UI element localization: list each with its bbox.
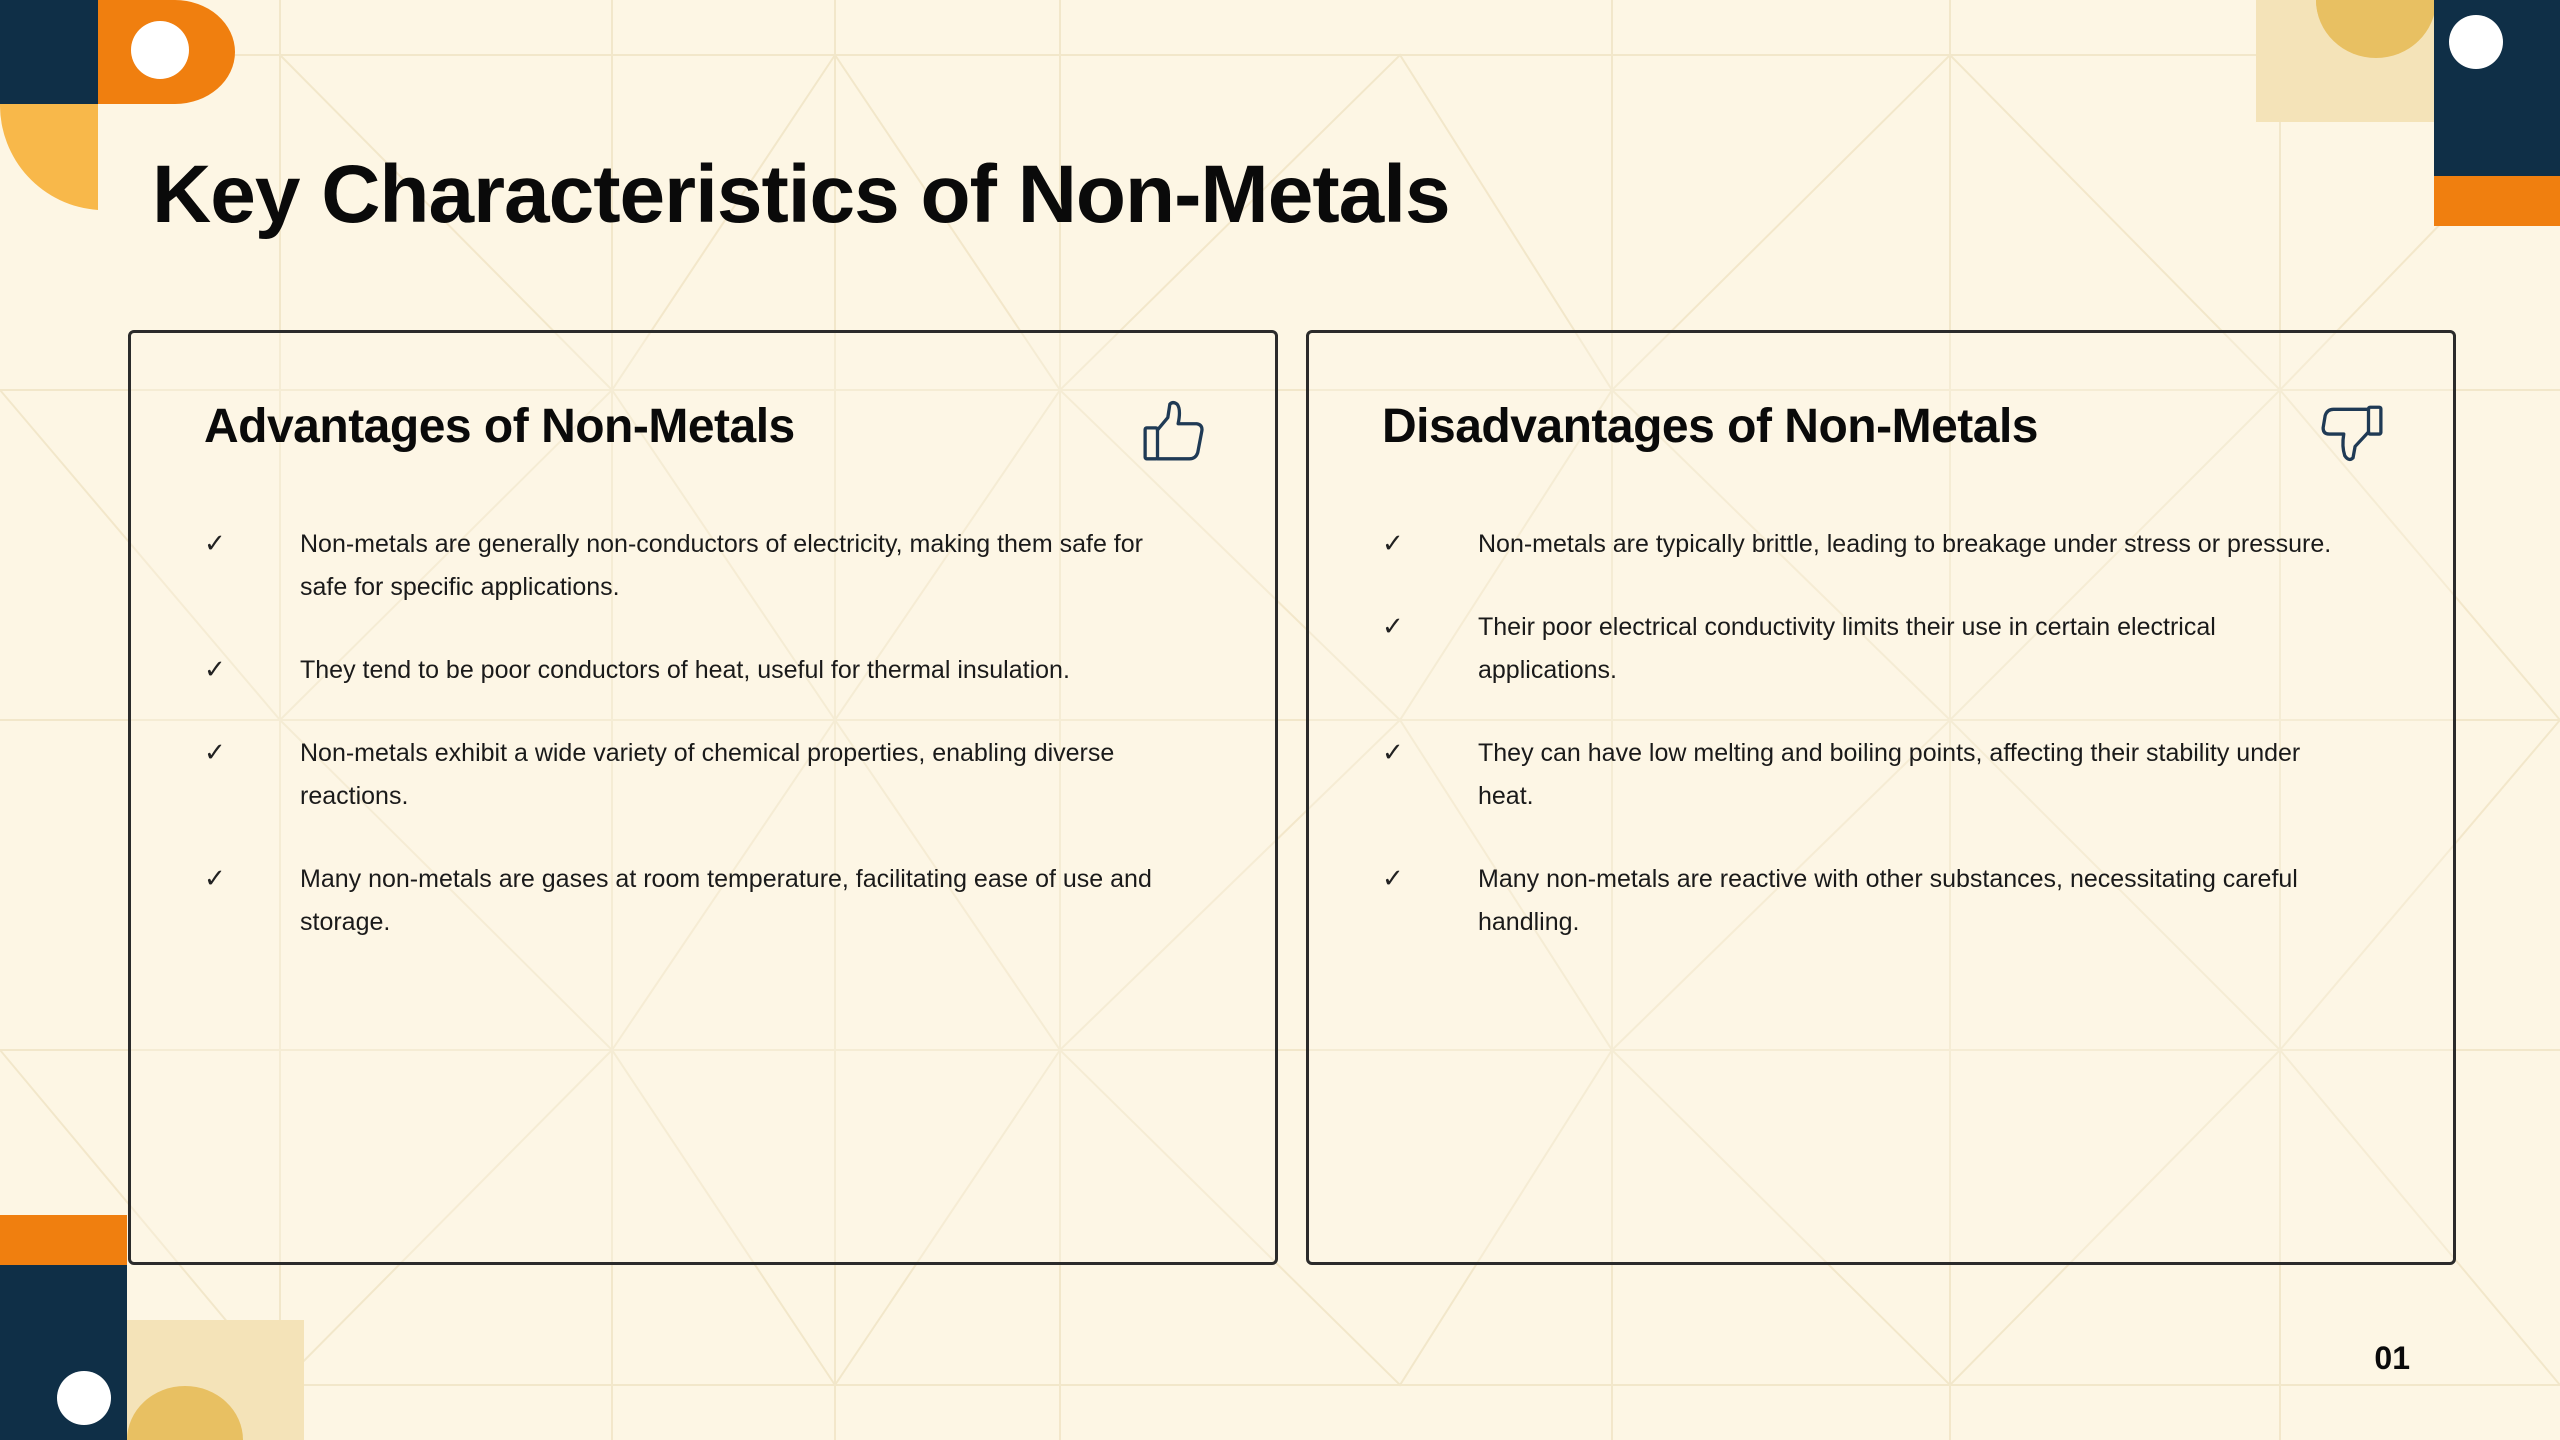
check-mark-icon: ✓ bbox=[204, 529, 226, 559]
item-line: They tend to be poor conductors of heat, useful for thermal insulation. bbox=[300, 656, 1070, 684]
list-item bbox=[1382, 523, 2382, 566]
list-item bbox=[204, 732, 1204, 818]
item-line: Non-metals exhibit a wide variety of chemical properties, enabling diverse bbox=[300, 739, 1115, 767]
item-line: Non-metals are typically brittle, leading to breakage under stress or pressure. bbox=[1478, 530, 2332, 558]
slide-title: Key Characteristics of Non-Metals bbox=[152, 149, 1450, 240]
item-line: Many non-metals are reactive with other substances, necessitating careful bbox=[1478, 865, 2298, 893]
check-mark-icon: ✓ bbox=[1382, 529, 1404, 559]
item-line: Non-metals are generally non-conductors of electricity, making them safe for bbox=[300, 530, 1143, 558]
advantages-title: Advantages of Non-Metals bbox=[204, 400, 795, 453]
disadvantages-title: Disadvantages of Non-Metals bbox=[1382, 400, 2038, 453]
list-item bbox=[204, 649, 1204, 692]
top-right-decoration bbox=[2256, 0, 2560, 226]
check-mark-icon: ✓ bbox=[1382, 864, 1404, 894]
item-line: Their poor electrical conductivity limits their use in certain electrical bbox=[1478, 613, 2216, 641]
item-line: applications. bbox=[1478, 656, 1617, 684]
item-line: handling. bbox=[1478, 908, 1580, 936]
advantages-card bbox=[128, 330, 1278, 1265]
advantages-list bbox=[204, 523, 1204, 944]
item-line: Many non-metals are gases at room temperature, facilitating ease of use and bbox=[300, 865, 1152, 893]
check-mark-icon: ✓ bbox=[1382, 738, 1404, 768]
item-line: They can have low melting and boiling points, affecting their stability under bbox=[1478, 739, 2301, 767]
list-item bbox=[204, 858, 1204, 944]
check-mark-icon: ✓ bbox=[204, 655, 226, 685]
check-mark-icon: ✓ bbox=[204, 738, 226, 768]
disadvantages-list bbox=[1382, 523, 2382, 944]
item-line: heat. bbox=[1478, 782, 1534, 810]
list-item bbox=[1382, 732, 2382, 818]
page-number: 01 bbox=[2374, 1340, 2410, 1376]
thumbs-up-icon bbox=[1141, 399, 1207, 465]
disadvantages-card bbox=[1306, 330, 2456, 1265]
check-mark-icon: ✓ bbox=[204, 864, 226, 894]
item-line: safe for specific applications. bbox=[300, 573, 620, 601]
check-mark-icon: ✓ bbox=[1382, 612, 1404, 642]
list-item bbox=[1382, 606, 2382, 692]
thumbs-down-icon bbox=[2319, 399, 2385, 465]
list-item bbox=[1382, 858, 2382, 944]
list-item bbox=[204, 523, 1204, 609]
item-line: storage. bbox=[300, 908, 391, 936]
item-line: reactions. bbox=[300, 782, 409, 810]
